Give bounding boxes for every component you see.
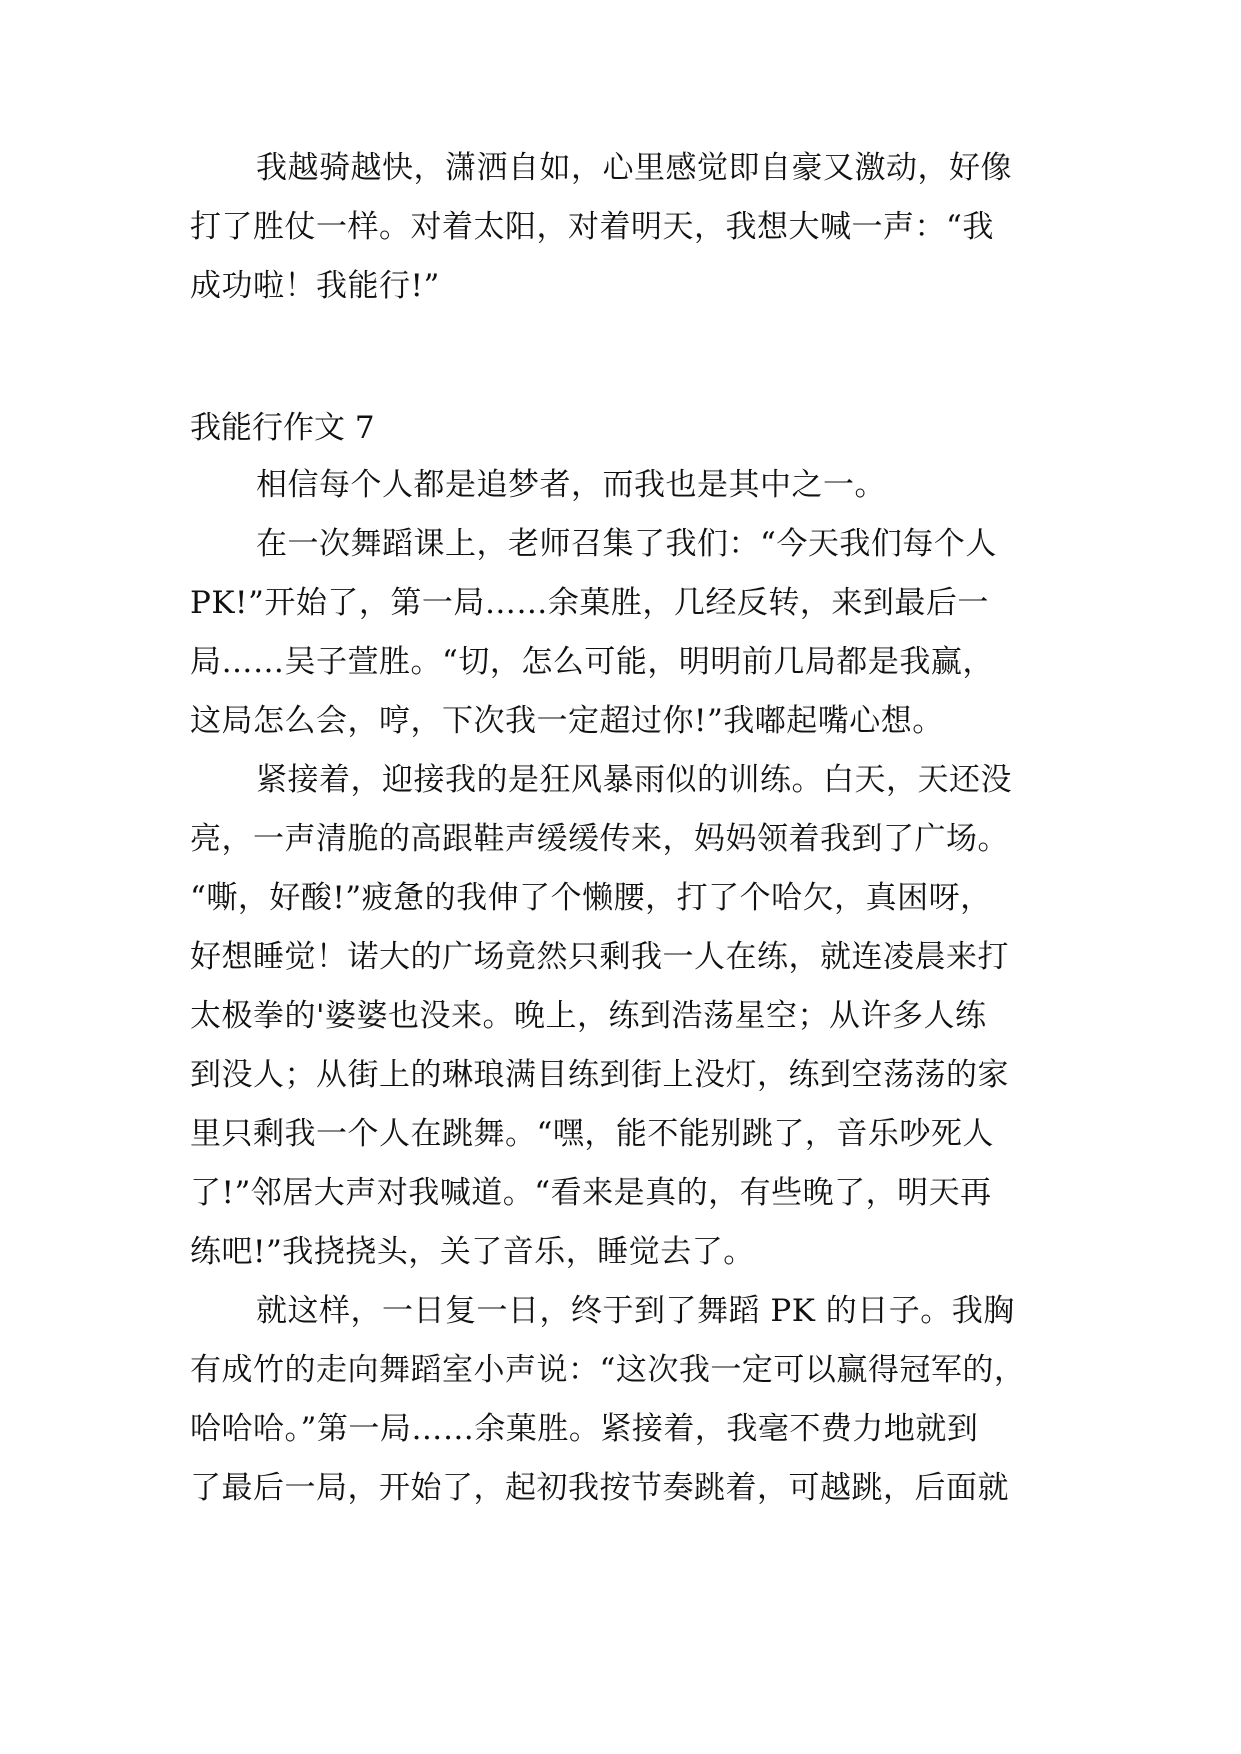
- paragraph-line: 相信每个人都是追梦者，而我也是其中之一。: [256, 467, 886, 503]
- paragraph-line: 这局怎么会，哼，下次我一定超过你!”我嘟起嘴心想。: [190, 703, 944, 739]
- paragraph-line: 了最后一局，开始了，起初我按节奏跳着，可越跳，后面就: [190, 1470, 1009, 1506]
- paragraph-line: 到没人；从街上的琳琅满目练到街上没灯，练到空荡荡的家: [190, 1057, 1009, 1093]
- paragraph-line: 亮，一声清脆的高跟鞋声缓缓传来，妈妈领着我到了广场。: [190, 821, 1009, 857]
- paragraph-line: 在一次舞蹈课上，老师召集了我们：“今天我们每个人: [256, 526, 997, 562]
- paragraph-line: 成功啦！我能行!”: [190, 268, 440, 304]
- paragraph-line: 打了胜仗一样。对着太阳，对着明天，我想大喊一声：“我: [190, 209, 994, 245]
- paragraph-line: PK!”开始了，第一局……余菓胜，几经反转，来到最后一: [190, 585, 989, 621]
- paragraph-line: 了!”邻居大声对我喊道。“看来是真的，有些晚了，明天再: [190, 1175, 992, 1211]
- essay-heading: 我能行作文 7: [190, 410, 375, 446]
- paragraph-line: “嘶，好酸!”疲惫的我伸了个懒腰，打了个哈欠，真困呀，: [190, 880, 992, 916]
- paragraph-line: 我越骑越快，潇洒自如，心里感觉即自豪又激动，好像: [256, 150, 1012, 186]
- paragraph-line: 里只剩我一个人在跳舞。“嘿，能不能别跳了，音乐吵死人: [190, 1116, 994, 1152]
- paragraph-line: 紧接着，迎接我的是狂风暴雨似的训练。白天，天还没: [256, 762, 1012, 798]
- paragraph-line: 有成竹的走向舞蹈室小声说：“这次我一定可以赢得冠军的，: [190, 1352, 1026, 1388]
- paragraph-line: 好想睡觉！诺大的广场竟然只剩我一人在练，就连凌晨来打: [190, 939, 1009, 975]
- paragraph-line: 就这样，一日复一日，终于到了舞蹈 PK 的日子。我胸: [256, 1293, 1015, 1329]
- paragraph-line: 练吧!”我挠挠头，关了音乐，睡觉去了。: [190, 1234, 755, 1270]
- paragraph-line: 局……吴子萱胜。“切，怎么可能，明明前几局都是我赢，: [190, 644, 994, 680]
- paragraph-line: 哈哈哈。”第一局……余菓胜。紧接着，我毫不费力地就到: [190, 1411, 979, 1447]
- paragraph-line: 太极拳的'婆婆也没来。晚上，练到浩荡星空；从许多人练: [190, 998, 987, 1034]
